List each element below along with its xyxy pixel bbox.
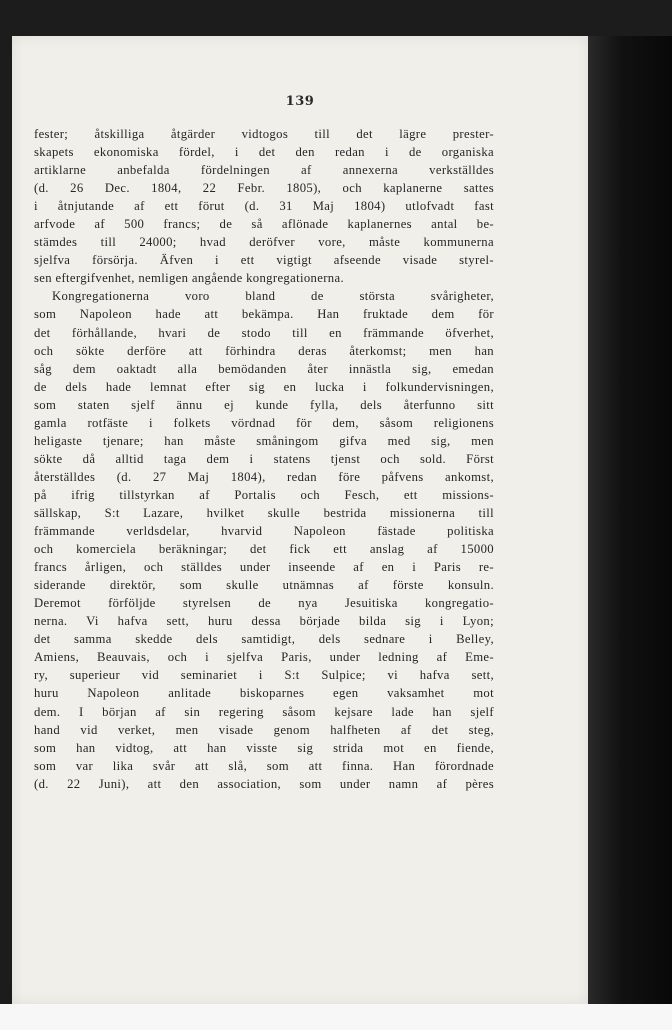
page-number: 139 [285, 94, 315, 109]
text-line: francs årligen, och ställdes under inseende af en i Paris re- [34, 560, 494, 575]
text-line: dem. I början af sin regering såsom kejsare lade han sjelf [34, 704, 494, 719]
text-line: såg dem oaktadt alla bemödanden åter innästla sig, emedan [34, 361, 494, 376]
text-line: skapets ekonomiska fördel, i det den redan i de organiska [34, 145, 494, 160]
text-line: artiklarne anbefalda fördelningen af annexerna verkställdes [34, 163, 494, 178]
text-line: stämdes till 24000; hvad deröfver vore, måste kommunerna [34, 235, 494, 250]
text-line: som Napoleon hade att bekämpa. Han fruktade dem för [34, 307, 494, 322]
text-line: de dels hade lemnat efter sig en lucka i folkundervisningen, [34, 379, 494, 394]
text-line: främmande verldsdelar, hvarvid Napoleon fästade politiska [34, 524, 494, 539]
text-line: sen eftergifvenhet, nemligen angående kongregationerna. [34, 271, 345, 286]
text-line: heligaste tjenare; han måste småningom gifva med sig, men [34, 433, 494, 448]
body-text [34, 125, 494, 793]
text-line: Amiens, Beauvais, och i sjelfva Paris, under ledning af Eme- [34, 650, 494, 665]
text-line: arfvode af 500 francs; de så aflönade kaplanernes antal be- [34, 217, 494, 232]
dark-background-strip [588, 36, 672, 1004]
text-line: (d. 22 Juni), att den association, som under namn af pères [34, 776, 494, 791]
text-line: sjelfva försörja. Äfven i ett vigtigt afseende visade styrel- [34, 253, 494, 268]
text-line: Deremot förföljde styrelsen de nya Jesuitiska kongregatio- [34, 596, 494, 611]
text-line: (d. 26 Dec. 1804, 22 Febr. 1805), och kaplanerne sattes [34, 181, 494, 196]
text-line: på ifrig tillstyrkan af Portalis och Fesch, ett missions- [34, 487, 494, 502]
text-line: det förhållande, hvari de stodo till en främmande öfverhet, [34, 325, 494, 340]
text-line: som staten sjelf ännu ej kunde fylla, dels återfunno sitt [34, 397, 494, 412]
text-line: och komerciela beräkningar; det fick ett anslag af 15000 [34, 542, 494, 557]
text-line: som var lika svår att slå, som att finna. Han förordnade [34, 758, 494, 773]
text-line: och sökte derföre att förhindra deras återkomst; men han [34, 343, 494, 358]
text-line: gamla rotfäste i folkets vördnad för dem, såsom religionens [34, 415, 494, 430]
text-line: som han vidtog, att han visste sig strida mot en fiende, [34, 740, 494, 755]
book-page [12, 36, 588, 1004]
text-line: sällskap, S:t Lazare, hvilket skulle bestrida missionerna till [34, 505, 494, 520]
text-line: nerna. Vi hafva sett, huru dessa började bilda sig i Lyon; [34, 614, 494, 629]
text-line: i åtnjutande af ett förut (d. 31 Maj 1804) utlofvadt fast [34, 199, 494, 214]
text-line: ry, superieur vid seminariet i S:t Sulpice; vi hafva sett, [34, 668, 494, 683]
bottom-margin-strip [0, 1004, 672, 1030]
text-line: Kongregationerna voro bland de största svårigheter, [52, 289, 494, 304]
text-line: det samma skedde dels samtidigt, dels sednare i Belley, [34, 632, 494, 647]
text-line: hand vid verket, men visade genom halfheten af det steg, [34, 722, 494, 737]
text-line: huru Napoleon anlitade biskoparnes egen vaksamhet mot [34, 686, 494, 701]
text-line: återställdes (d. 27 Maj 1804), redan före påfvens ankomst, [34, 469, 494, 484]
text-line: sökte då alltid taga dem i statens tjenst och sold. Först [34, 451, 494, 466]
text-line: fester; åtskilliga åtgärder vidtogos till det lägre prester- [34, 127, 494, 141]
text-line: siderande direktör, som skulle utnämnas af förste konsuln. [34, 578, 494, 593]
